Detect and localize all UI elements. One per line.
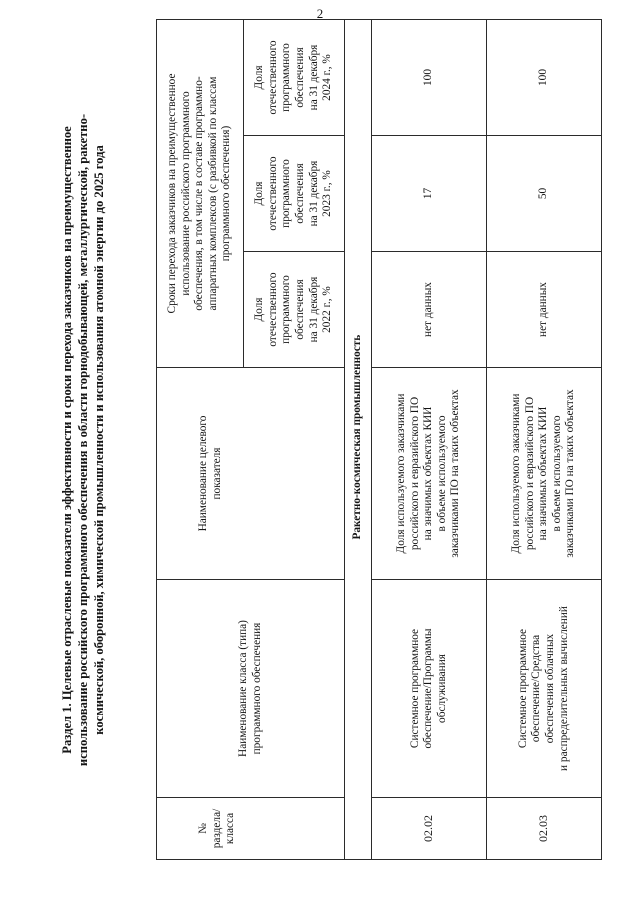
- section-title-blank: [345, 798, 372, 860]
- heading-line: Раздел 1. Целевые отраслевые показатели эффективности и сроки перехода заказчиков на преимущественное: [60, 126, 74, 754]
- header-group-line: аппаратных комплексов (с разбивкой по классам: [206, 76, 219, 311]
- row-indicator-line: Доля используемого заказчиками: [510, 393, 523, 554]
- header-class-name-line: Наименование класса (типа): [236, 620, 249, 757]
- header-2022-line: отечественного: [266, 272, 279, 347]
- row-class-name-line: Системное программное: [516, 628, 529, 749]
- row-indicator-line: в объеме используемого: [550, 415, 563, 532]
- row-class-name-line: обеспечение/Программы: [422, 628, 435, 749]
- row-indicator-line: на значимых объектах КИИ: [422, 406, 435, 541]
- row-indicator-line: российского и евразийского ПО: [408, 396, 421, 551]
- rotated-page-content: [57, 20, 577, 860]
- header-2024-line: обеспечения: [294, 47, 306, 108]
- header-group-line: Сроки перехода заказчиков на преимущественное: [166, 73, 179, 314]
- row-indicator: [372, 368, 487, 580]
- row-class-name-line: Системное программное: [408, 628, 421, 749]
- header-2022-line: на 31 декабря: [307, 276, 320, 343]
- row-value-2023: 50: [487, 136, 602, 252]
- header-group-line: программного обеспечения): [220, 125, 233, 262]
- row-class-name-line: и распределительных вычислений: [557, 606, 570, 771]
- header-indicator-line: Наименование целевого: [197, 415, 209, 532]
- header-class-name-line: программного обеспечения: [250, 622, 263, 755]
- header-2023-line: 2023 г., %: [321, 170, 334, 217]
- header-2024-line: Доля: [253, 65, 266, 90]
- header-2024-line: отечественного: [266, 40, 279, 115]
- header-2023-line: обеспечения: [294, 163, 306, 224]
- header-indicator: [157, 368, 345, 580]
- header-2022-line: обеспечения: [294, 279, 306, 340]
- table-header-row: [157, 19, 244, 859]
- row-code: 02.02: [372, 798, 487, 860]
- row-code: 02.03: [487, 798, 602, 860]
- header-2022-line: Доля: [253, 297, 266, 322]
- row-value-2023: 17: [372, 136, 487, 252]
- heading-line: космической, оборонной, химической промышленности и использования атомной энергии до 2025 года: [92, 145, 106, 735]
- row-value-2022: нет данных: [487, 252, 602, 368]
- header-2022: [244, 252, 345, 368]
- row-indicator-line: на значимых объектах КИИ: [537, 406, 550, 541]
- page-number: 2: [316, 6, 324, 21]
- header-indicator-line: показателя: [210, 447, 223, 500]
- row-indicator-line: заказчиками ПО на таких объектах: [564, 389, 577, 558]
- header-2023-line: Доля: [253, 181, 266, 206]
- row-class-name-line: обеспечения облачных: [544, 633, 556, 744]
- header-2023-line: отечественного: [266, 156, 279, 231]
- row-class-name: [487, 580, 602, 798]
- row-class-name: [372, 580, 487, 798]
- row-class-name-line: обслуживания: [435, 654, 448, 723]
- table-row: [487, 19, 602, 859]
- header-transition-deadlines: [157, 19, 244, 367]
- row-indicator-line: российского и евразийского ПО: [523, 396, 536, 551]
- row-class-name-line: обеспечение/Средства: [530, 634, 543, 743]
- row-indicator: [487, 368, 602, 580]
- header-2023: [244, 136, 345, 252]
- heading-line: использование российского программного обеспечения в области горнодобывающей, металлургической, ракетно-: [76, 113, 90, 767]
- header-2022-line: программного: [280, 275, 293, 344]
- header-num: [157, 798, 345, 860]
- table-row: [372, 19, 487, 859]
- header-group-line: использование российского программного: [179, 91, 192, 296]
- row-indicator-line: в объеме используемого: [435, 415, 448, 532]
- header-2024: [244, 19, 345, 135]
- section-title-row: [345, 19, 372, 859]
- header-num-line: раздела/: [210, 808, 223, 849]
- row-value-2024: 100: [487, 19, 602, 135]
- header-class-name: [157, 580, 345, 798]
- section-title: Ракетно-космическая промышленность: [345, 19, 372, 797]
- header-num-line: №: [197, 823, 209, 834]
- row-indicator-line: Доля используемого заказчиками: [395, 393, 408, 554]
- row-value-2022: нет данных: [372, 252, 487, 368]
- header-2022-line: 2022 г., %: [321, 286, 334, 333]
- header-2024-line: 2024 г., %: [321, 54, 334, 101]
- header-2024-line: на 31 декабря: [307, 44, 320, 111]
- section-heading: [57, 20, 153, 860]
- row-value-2024: 100: [372, 19, 487, 135]
- header-2024-line: программного: [280, 43, 293, 112]
- header-group-line: обеспечения, в том числе в составе программно-: [193, 76, 206, 311]
- header-2023-line: программного: [280, 159, 293, 228]
- row-indicator-line: заказчиками ПО на таких объектах: [449, 389, 462, 558]
- header-2023-line: на 31 декабря: [307, 160, 320, 227]
- indicators-table: [156, 19, 602, 860]
- header-num-line: класса: [224, 812, 237, 845]
